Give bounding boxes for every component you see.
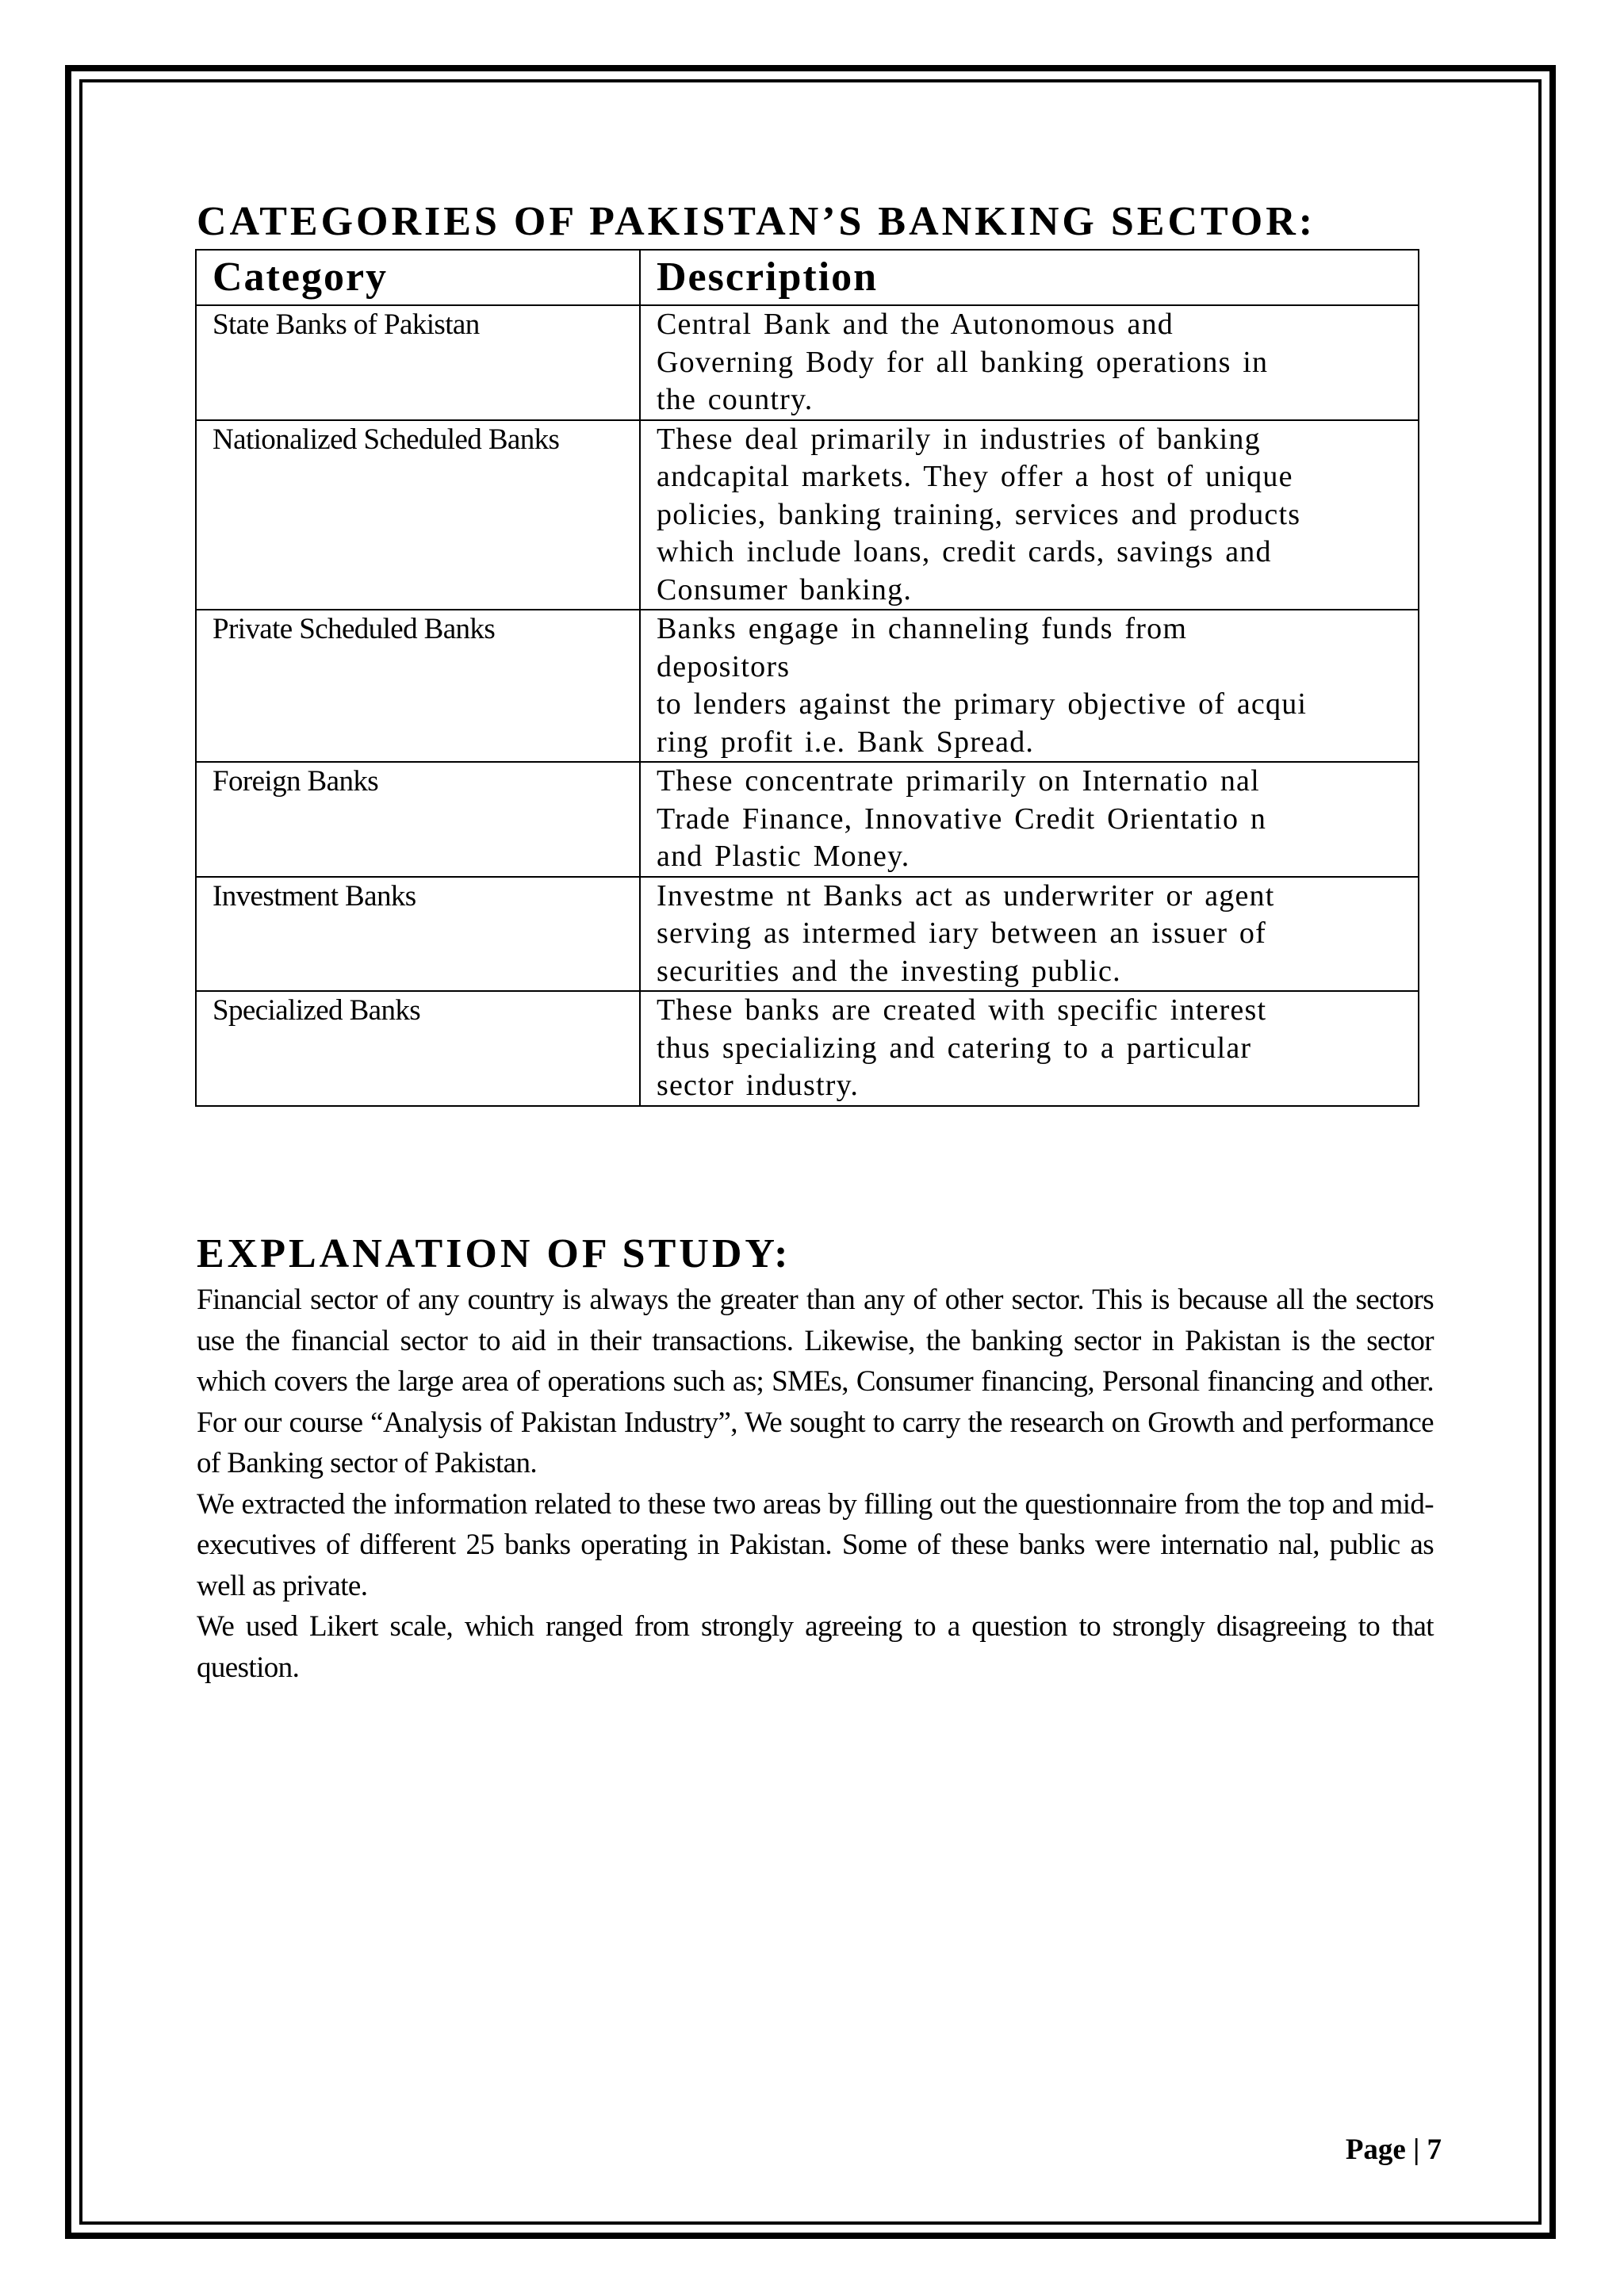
description-line: Central Bank and the Autonomous and	[657, 308, 1174, 341]
description-line: These concentrate primarily on Internatio nal	[657, 764, 1260, 798]
category-cell: Private Scheduled Banks	[196, 610, 640, 762]
description-line: Trade Finance, Innovative Credit Orientatio n	[657, 802, 1267, 836]
explanation-paragraph: Financial sector of any country is always the greater than any of other sector. This is because all the sectors use the financial sector to aid in their transactions. Likewise, the banking sector in Pakistan is the sector which covers the large area of operations such as; SMEs, Consumer financing, Personal financing and other. For our course “Analysis of Pakistan Industry”, We sought to carry the research on Growth and performance of Banking sector of Pakistan.	[197, 1284, 1434, 1479]
description-cell	[640, 877, 1419, 992]
description-line: thus specializing and catering to a particular	[657, 1031, 1252, 1065]
description-cell	[640, 991, 1419, 1106]
column-header-category: Category	[196, 250, 640, 305]
description-cell	[640, 610, 1419, 762]
description-line: andcapital markets. They offer a host of unique	[657, 460, 1293, 493]
description-line: Consumer banking.	[657, 572, 913, 607]
page-number: Page | 7	[1345, 2133, 1442, 2166]
table-row	[196, 991, 1419, 1106]
categories-heading: CATEGORIES OF PAKISTAN’S BANKING SECTOR:	[197, 199, 1316, 244]
table-row	[196, 420, 1419, 610]
explanation-body	[197, 1280, 1434, 1688]
description-line: securities and the investing public.	[657, 954, 1121, 988]
description-line: These deal primarily in industries of banking	[657, 422, 1261, 456]
description-line: ring profit i.e. Bank Spread.	[657, 725, 1035, 759]
explanation-paragraph: We used Likert scale, which ranged from strongly agreeing to a question to strongly disagreeing to that question.	[197, 1610, 1434, 1684]
table-row	[196, 610, 1419, 762]
category-cell: Nationalized Scheduled Banks	[196, 420, 640, 610]
category-cell: Specialized Banks	[196, 991, 640, 1106]
description-line: serving as intermed iary between an issuer of	[657, 916, 1266, 950]
description-line: the country.	[657, 383, 814, 416]
category-cell: Investment Banks	[196, 877, 640, 992]
description-line: Governing Body for all banking operations in	[657, 345, 1269, 379]
column-header-description: Description	[640, 250, 1419, 305]
banking-categories-table	[195, 249, 1419, 1107]
description-cell	[640, 305, 1419, 420]
table-row	[196, 762, 1419, 877]
description-line: sector industry.	[657, 1069, 860, 1102]
description-line: depositors	[657, 649, 791, 683]
description-line: to lenders against the primary objective of acqui	[657, 687, 1308, 721]
description-cell	[640, 762, 1419, 877]
description-line: policies, banking training, services and products	[657, 497, 1301, 531]
table-row	[196, 877, 1419, 992]
description-cell	[640, 420, 1419, 610]
table-header-row	[196, 250, 1419, 305]
table-row	[196, 305, 1419, 420]
explanation-heading: EXPLANATION OF STUDY:	[197, 1231, 791, 1276]
description-line: and Plastic Money.	[657, 840, 910, 873]
description-line: Investme nt Banks act as underwriter or agent	[657, 878, 1275, 913]
description-line: Banks engage in channeling funds from	[657, 612, 1188, 645]
category-cell: Foreign Banks	[196, 762, 640, 877]
description-line: These banks are created with specific interest	[657, 993, 1267, 1027]
explanation-paragraph: We extracted the information related to these two areas by filling out the questionnaire from the top and mid-executives of different 25 banks operating in Pakistan. Some of these banks were internatio nal, public as well as private.	[197, 1487, 1434, 1602]
category-cell: State Banks of Pakistan	[196, 305, 640, 420]
description-line: which include loans, credit cards, savings and	[657, 535, 1272, 568]
